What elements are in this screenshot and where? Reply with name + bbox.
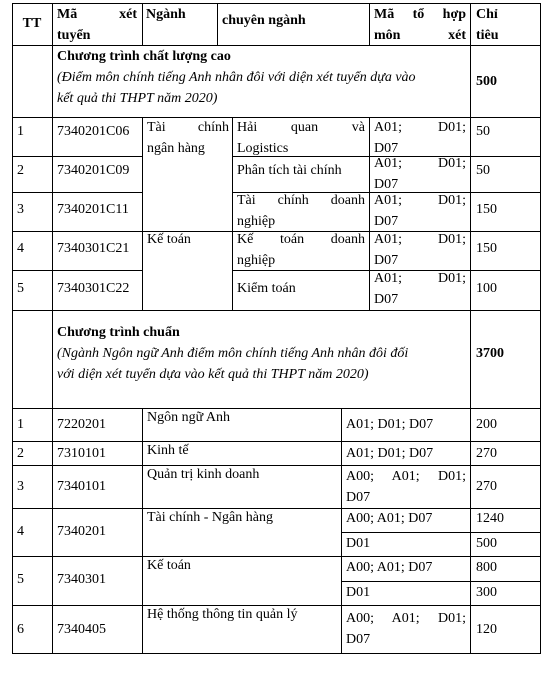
section1-header: Chương trình chất lượng cao (Điểm môn chính tiếng Anh nhân đôi với diện xét tuyển dựa vào kết quả thi THPT năm 2020) (57, 46, 467, 109)
header-chuyen-nganh: chuyên ngành (222, 13, 306, 28)
header-nganh: Ngành (146, 7, 186, 22)
header-ma-xet-tuyen: Mã xét tuyển (57, 7, 137, 43)
header-ma-to-hop: Mã tổ hợp môn xét (374, 7, 466, 43)
section2-note: (Ngành Ngôn ngữ Anh điểm môn chính tiếng Anh nhân đôi đối (57, 346, 409, 361)
header-tt: TT (22, 16, 42, 31)
section1-quota: 500 (476, 74, 497, 89)
section1-note: (Điểm môn chính tiếng Anh nhân đôi với diện xét tuyển dựa vào (57, 70, 416, 85)
section2-quota: 3700 (476, 346, 504, 361)
section2-header: Chương trình chuẩn (Ngành Ngôn ngữ Anh điểm môn chính tiếng Anh nhân đôi đối với diện xét tuyển dựa vào kết quả thi THPT năm 2020) (57, 322, 467, 385)
section2-title: Chương trình chuẩn (57, 325, 180, 340)
section1-title: Chương trình chất lượng cao (57, 49, 231, 64)
header-chi-tieu: Chỉ tiêu (476, 7, 499, 43)
